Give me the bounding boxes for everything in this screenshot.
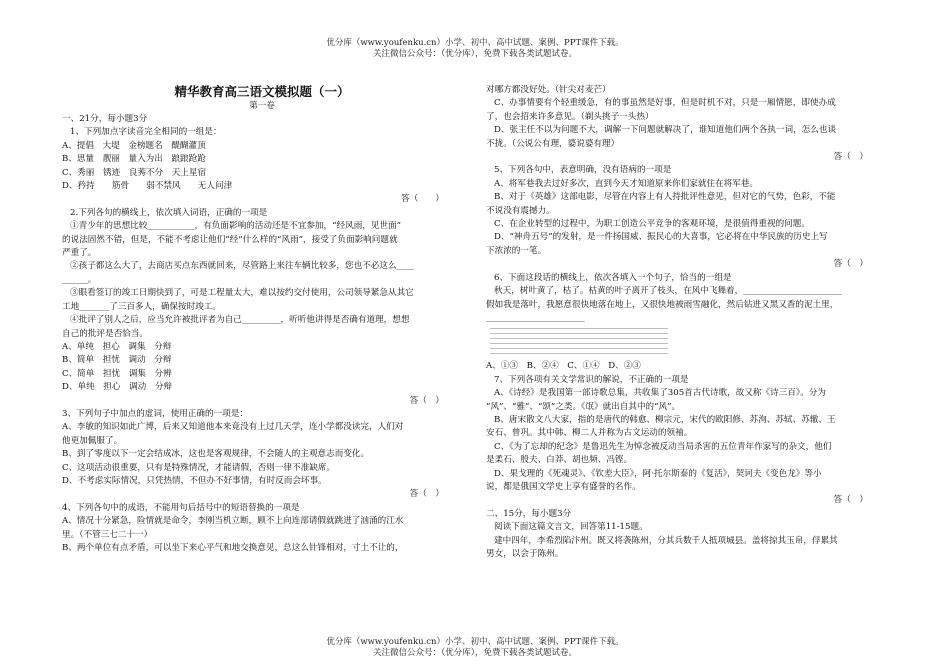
answer-blank: 答（ ） <box>409 395 444 406</box>
text-line: D、果戈理的《死魂灵》、《钦差大臣》，阿·托尔斯泰的《复活》，契诃夫《变色龙》等小 <box>494 468 822 479</box>
text-line: C、简单 担忧 调集 分辨 <box>62 368 172 379</box>
text-line: 下浓浓的一笔。 <box>486 245 547 256</box>
text-line: 5、下列各句中，表意明确，没有语病的一项是 <box>494 165 672 176</box>
answer-blank: 答（ ） <box>409 489 444 500</box>
text-line: 一、21分，每小题3分 <box>62 114 148 124</box>
text-line: 假如我是落叶，我愿意很快地落在地上，又很快地被雨雪融化，然后钻进又黑又香的泥土里， <box>486 299 839 310</box>
text-line: 严重了。 <box>62 248 97 259</box>
text-line: 说，都是俄国文学史上享有盛誉的名作。 <box>486 481 641 492</box>
text-line: B、对于《英雄》这部电影，尽管在内容上有人持批评性意见，但对它的气势，色彩，不能 <box>494 192 836 203</box>
sentence-options-image <box>490 328 668 358</box>
right-column-lines <box>486 84 886 325</box>
text-line: 不拢。（公说公有理，婆说婆有理） <box>486 138 620 149</box>
text-line: “风”、“雅”、“颂”之类。《氓》就出自其中的“风”。 <box>486 401 681 412</box>
text-line: 阅读下面这篇文言文，回答第11-15题。 <box>494 522 648 533</box>
text-line: C、《为了忘却的纪念》是鲁迅先生为悼念被反动当局杀害的五位青年作家写的杂文，他们 <box>494 441 832 452</box>
text-line: A、《诗经》是我国第一部诗歌总集，共收集了305首古代诗歌，故又称《诗三百》。分为 <box>494 388 826 399</box>
text-line: B、到了零度以下一定会结成冰，这也是客观规律，不会随人的主观意志而变化。 <box>62 449 370 460</box>
text-line: ③眼看签订的竣工日期快到了，可是工程量太大，难以按约交付使用，公司领导紧急从其它 <box>70 288 414 299</box>
text-line: ②孩子都这么大了，去商店买点东西就回来，尽管路上来往车辆比较多，您也不必这么____ <box>70 261 414 272</box>
text-line: A、将军巷我去过好多次，直到今天才知道原来你们家就住在将军巷。 <box>494 178 759 189</box>
text-line: B、唐宋散文八大家，指的是唐代的韩愈、柳宗元，宋代的欧阳修、苏洵、苏轼、苏辙、王 <box>494 414 836 425</box>
text-line: 建中四年，李希烈陷汴州。既又将袭陈州，分其兵数千人抵项城县。盖将掠其玉帛，俘累其 <box>494 535 838 546</box>
text-line: C、秀丽 锈迹 良莠不分 天上星宿 <box>62 167 207 178</box>
text-line: D、矜持 筋骨 弱不禁风 无人问津 <box>62 181 233 192</box>
text-line: ④批评了别人之后，应当允许被批评者为自己_________，听听他讲得是否确有道理，想想 <box>70 315 410 326</box>
text-line: 了，也会招来许多意见。（剃头挑子一头热） <box>486 111 654 122</box>
text-line: 不说没有震撼力。 <box>486 205 555 216</box>
text-line: C、在企业转型的过程中，为职工创造公平竞争的客观环境，是很值得重视的问题。 <box>494 219 810 230</box>
text-line: 工地_______了三百多人，确保按时竣工。 <box>62 301 221 312</box>
text-line: A、李敏的知识如此广博，后来又知道他本来竟没有上过几天学，连小学都没读完，人们对 <box>62 422 404 433</box>
text-line: ______。 <box>62 274 97 285</box>
left-column <box>62 84 462 555</box>
page-header <box>0 38 950 60</box>
text-line: 7、下列各项有关文学常识的解说，不正确的一项是 <box>494 374 689 385</box>
text-line: 3、下列句子中加点的虚词，使用正确的一项是： <box>62 408 248 419</box>
text-line: C、办事情要有个轻重缓急，有的事虽然是好事，但是时机不对，只是一厢情愿，即使办成 <box>494 98 836 109</box>
footer-line-1: 优分库（www.youfenku.cn）小学、初中、高中试题、案例、PPT课件下载。 <box>326 637 624 647</box>
text-line: 6、下面这段话的横线上，依次各填入一个句子，恰当的一组是 <box>494 272 732 283</box>
answer-blank: 答（ ） <box>833 152 868 163</box>
text-line: 里。（不管三七二十一） <box>62 529 153 540</box>
text-line: D、“神舟五号”的发射，是一件扬国威、振民心的大喜事，它必将在中华民族的历史上写 <box>494 232 828 243</box>
text-line: D、单纯 担心 调动 分辩 <box>62 382 173 393</box>
right-column-lines-2 <box>486 360 886 561</box>
text-line: 二、15分，每小题3分 <box>486 508 572 519</box>
right-column <box>486 84 886 561</box>
text-line: A、情况十分紧急，险情就是命令，李刚当机立断，顾不上向连部请假就跳进了汹涌的江水 <box>62 516 404 527</box>
text-line: A、①③ B、②④ C、①④ D、②③ <box>486 361 641 372</box>
text-line: 对哪方都没好处。（针尖对麦芒） <box>486 85 611 95</box>
text-line: 安石、曾巩。其中韩、柳二人并称为古文运动的领袖。 <box>486 428 693 439</box>
answer-blank: 答（ ） <box>833 495 868 506</box>
text-line: 的说法固然不错，但是，不能不考虑让他们“经”什么样的“风雨”，接受了负面影响问题就 <box>62 234 398 245</box>
page-footer <box>0 637 950 659</box>
answer-blank: 答（ ） <box>833 259 868 270</box>
text-line: _______________________ <box>486 312 585 323</box>
text-line: 男女，以会于陈州。 <box>486 549 564 559</box>
text-line: 4、下列各句中的成语，不能用句后括号中的短语替换的一项是 <box>62 502 300 513</box>
left-column-lines <box>62 113 462 555</box>
answer-blank: 答（ ） <box>401 194 444 205</box>
text-line: 是柔石、殷夫、白莽、胡也频、冯铿。 <box>486 455 633 466</box>
text-line: 1、下列加点字读音完全相同的一组是： <box>70 127 222 138</box>
footer-line-2: 关注微信公众号：（优分库），免费下载各类试题试卷。 <box>372 648 577 658</box>
text-line: 秋天，树叶黄了，枯了。枯黄的叶子离开了枝头，在风中飞舞着，_______________________ <box>494 286 843 297</box>
text-line: B、两个单位有点矛盾，可以坐下来心平气和地交换意见，总这么针锋相对，寸土不让的， <box>62 543 404 553</box>
header-line-2: 关注微信公众号：（优分库），免费下载各类试题试卷。 <box>372 49 577 59</box>
text-line: D、张主任不以为问题不大，调解一下问题就解决了，谁知道他们两个各执一词，怎么也谈 <box>494 125 837 136</box>
text-line: D、不考虑实际情况，只凭热情，不但办不好事情，有时反而会坏事。 <box>62 475 327 486</box>
header-line-1: 优分库（www.youfenku.cn）小学、初中、高中试题、案例、PPT课件下载。 <box>326 38 624 48</box>
text-line: B、思量 靓丽 量入为出 踉踉跄跄 <box>62 154 206 165</box>
text-line: A、单纯 担心 调集 分辩 <box>62 341 172 352</box>
text-line: 自己的批评是否恰当。 <box>62 328 148 339</box>
text-line: 2.下列各句的横线上，依次填入词语，正确的一项是 <box>70 207 268 218</box>
text-line: 他更加佩服了。 <box>62 435 123 446</box>
text-line: C、这项活动很重要，只有是特殊情况，才能请假，否则一律不准缺席。 <box>62 462 335 473</box>
exam-title: 精华教育高三语文模拟题（一） <box>174 84 350 99</box>
text-line: A、提倡 大堤 金榜题名 醍醐灌顶 <box>62 140 206 151</box>
exam-subtitle: 第一卷 <box>249 101 275 111</box>
text-line: B、简单 担忧 调动 分辩 <box>62 355 172 366</box>
text-line: ①青少年的思想比较___________，有负面影响的活动还是不宜参加，“经风雨，见世面” <box>70 221 402 232</box>
